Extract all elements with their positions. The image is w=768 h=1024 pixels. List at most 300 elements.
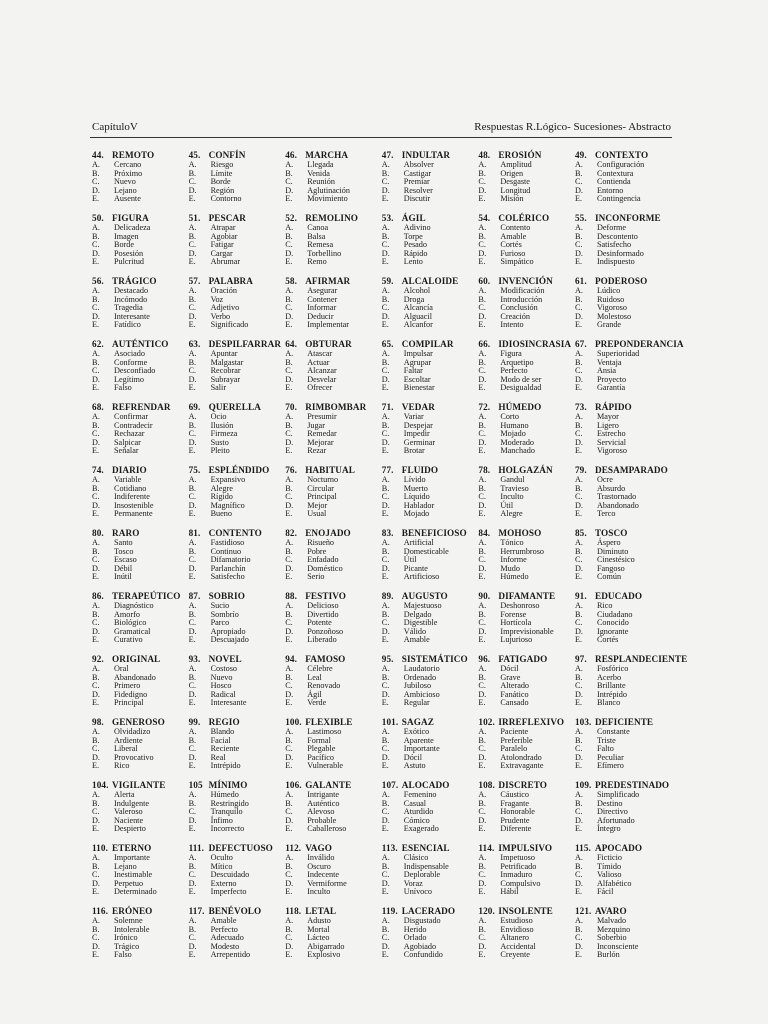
option-row (189, 195, 286, 204)
option-letter: D. (92, 941, 100, 951)
option-letter: D. (92, 311, 100, 321)
option-letter: D. (381, 500, 390, 510)
option-text: Reciente (210, 744, 240, 754)
item-heading (189, 213, 286, 224)
option-letter: A. (478, 286, 487, 295)
option-letter: E. (478, 257, 486, 267)
option-text: Molestoso (596, 311, 632, 321)
option-letter: D. (478, 563, 487, 573)
option-text: Burlón (596, 950, 620, 960)
option-letter: B. (188, 924, 197, 934)
option-text: Continuo (210, 546, 242, 556)
option-row (285, 376, 382, 385)
option-letter: A. (92, 286, 100, 295)
option-text: Incorrecto (210, 824, 245, 834)
option-letter: C. (188, 492, 197, 502)
option-letter: A. (188, 349, 197, 358)
option-text: Difamatorio (210, 555, 251, 565)
option-text: Vigoroso (596, 303, 627, 313)
option-letter: D. (478, 815, 487, 825)
option-letter: E. (188, 509, 196, 519)
exercise-item (575, 528, 672, 591)
option-letter: C. (574, 555, 583, 565)
option-letter: B. (188, 483, 197, 493)
item-number: 63. (188, 339, 201, 349)
option-row (189, 699, 286, 708)
option-letter: C. (381, 555, 390, 565)
item-word: IDIOSINCRASIA (498, 339, 572, 349)
option-row (189, 233, 286, 242)
option-letter: A. (381, 349, 390, 358)
option-letter: C. (478, 744, 486, 754)
option-row (285, 917, 382, 926)
item-number: 81. (188, 528, 201, 538)
option-text: Tranquilo (210, 807, 243, 817)
option-text: Indulgente (114, 798, 150, 808)
option-row (382, 825, 479, 834)
option-row (478, 313, 575, 322)
option-letter: E. (188, 383, 196, 393)
exercise-item (285, 528, 382, 591)
option-text: Hortícola (500, 618, 532, 628)
option-text: Externo (210, 878, 237, 888)
option-text: Hosco (210, 681, 232, 691)
option-letter: A. (478, 601, 487, 610)
option-text: Borde (114, 240, 135, 250)
option-row (189, 476, 286, 485)
option-text: Discutir (403, 194, 431, 204)
option-letter: B. (285, 168, 293, 178)
exercise-item (92, 339, 189, 402)
exercise-item (478, 339, 575, 402)
option-text: Recobrar (210, 366, 241, 376)
option-text: Rechazar (114, 429, 145, 439)
option-letter: A. (478, 790, 487, 799)
option-letter: A. (478, 664, 487, 673)
option-letter: C. (92, 744, 100, 754)
option-row (189, 762, 286, 771)
option-letter: B. (381, 294, 390, 304)
option-row (92, 636, 189, 645)
option-letter: E. (478, 887, 486, 897)
option-letter: D. (285, 437, 294, 447)
option-text: Absurdo (596, 483, 626, 493)
option-letter: A. (478, 223, 487, 232)
option-letter: D. (285, 185, 294, 195)
option-letter: C. (478, 429, 486, 439)
option-text: Amable (500, 231, 527, 241)
item-number: 58. (285, 276, 297, 286)
option-row (478, 493, 575, 502)
item-number: 98. (92, 717, 104, 727)
item-word: INDULTAR (401, 150, 451, 160)
option-text: Ínfimo (210, 815, 233, 825)
option-letter: A. (574, 286, 583, 295)
option-row (382, 888, 479, 897)
option-letter: B. (574, 924, 583, 934)
option-text: Radical (210, 689, 236, 699)
option-text: Alegre (210, 483, 233, 493)
option-text: Renovado (307, 681, 341, 691)
item-word: DESPILFARRAR (208, 339, 282, 349)
option-row (382, 287, 479, 296)
option-row (92, 926, 189, 935)
option-row (92, 602, 189, 611)
option-row (478, 161, 575, 170)
option-row (478, 573, 575, 582)
option-letter: B. (478, 924, 486, 934)
item-word: AUTÉNTICO (112, 339, 169, 349)
option-row (575, 737, 672, 746)
item-word: FATIGADO (498, 654, 548, 664)
option-letter: E. (574, 509, 583, 519)
option-text: Digestible (403, 618, 438, 628)
option-row (478, 699, 575, 708)
option-letter: A. (285, 475, 294, 484)
exercise-item (92, 402, 189, 465)
item-heading (382, 465, 479, 476)
option-text: Lento (403, 257, 423, 267)
option-text: Irónico (114, 933, 138, 943)
option-letter: C. (574, 240, 583, 250)
option-letter: B. (92, 672, 100, 682)
option-letter: A. (188, 475, 197, 484)
item-heading (92, 528, 189, 539)
option-letter: D. (92, 689, 100, 699)
option-text: Malgastar (210, 357, 244, 367)
chapter-header: CapítuloV (92, 121, 138, 133)
item-heading (285, 906, 382, 917)
option-text: Magnífico (210, 500, 245, 510)
exercise-item (285, 654, 382, 717)
option-letter: C. (381, 933, 390, 943)
option-row (189, 321, 286, 330)
option-letter: E. (285, 509, 293, 519)
item-word: REMOLINO (305, 213, 359, 223)
option-text: Mejorar (307, 437, 334, 447)
item-word: BENEFICIOSO (401, 528, 467, 538)
item-word: DIFAMANTE (498, 591, 556, 601)
option-row (285, 888, 382, 897)
option-letter: D. (285, 689, 294, 699)
option-letter: D. (188, 626, 197, 636)
option-letter: D. (574, 815, 583, 825)
item-number: 93. (188, 654, 201, 664)
option-text: Extravagante (500, 761, 544, 771)
option-row (575, 350, 672, 359)
option-text: Enfadado (307, 555, 339, 565)
item-number: 113. (381, 843, 398, 853)
option-letter: A. (92, 664, 100, 673)
option-letter: E. (188, 446, 196, 456)
option-row (285, 493, 382, 502)
option-text: Informar (307, 303, 337, 313)
option-text: Útil (403, 555, 417, 565)
option-text: Imagen (114, 231, 139, 241)
item-word: FIGURA (112, 213, 149, 223)
option-letter: E. (574, 950, 583, 960)
item-word: HABITUAL (305, 465, 355, 475)
option-letter: C. (188, 429, 197, 439)
option-letter: E. (478, 320, 486, 330)
item-number: 91. (574, 591, 587, 601)
exercise-item (382, 465, 479, 528)
option-letter: B. (285, 735, 293, 745)
option-text: Gandul (500, 475, 525, 484)
option-text: Modo de ser (500, 374, 542, 384)
option-letter: B. (188, 861, 197, 871)
option-letter: B. (381, 735, 390, 745)
option-row (189, 825, 286, 834)
option-text: Principal (307, 492, 337, 502)
option-text: Amable (210, 916, 237, 925)
option-row (575, 628, 672, 637)
item-number: 60. (478, 276, 491, 286)
item-word: LACERADO (401, 906, 456, 916)
item-word: DIARIO (112, 465, 147, 475)
item-number: 72. (478, 402, 491, 412)
exercise-item (189, 843, 286, 906)
exercise-item (575, 213, 672, 276)
option-text: Agobiado (403, 941, 437, 951)
option-text: Fosfórico (596, 664, 629, 673)
option-text: Deplorable (403, 870, 441, 880)
exercise-item (92, 150, 189, 213)
option-row (92, 854, 189, 863)
option-row (382, 241, 479, 250)
option-text: Húmedo (500, 572, 529, 582)
option-letter: B. (381, 231, 390, 241)
option-row (92, 888, 189, 897)
option-letter: A. (188, 538, 197, 547)
item-word: ENOJADO (305, 528, 351, 538)
option-letter: D. (92, 374, 100, 384)
option-text: Artificial (403, 538, 434, 547)
option-letter: A. (92, 475, 100, 484)
option-text: Ofrecer (307, 383, 333, 393)
option-letter: D. (478, 185, 487, 195)
option-text: Tragedia (114, 303, 143, 313)
item-number: 101. (381, 717, 399, 727)
option-text: Desinformado (596, 248, 644, 258)
option-text: Firmeza (210, 429, 238, 439)
item-heading (92, 780, 189, 791)
option-row (478, 241, 575, 250)
exercise-item (478, 276, 575, 339)
option-letter: B. (188, 735, 197, 745)
option-text: Trastornado (596, 492, 637, 502)
option-text: Majestuoso (403, 601, 442, 610)
option-text: Dócil (403, 752, 422, 762)
exercise-item (382, 213, 479, 276)
option-letter: E. (188, 320, 196, 330)
option-text: Premiar (403, 177, 430, 187)
option-text: Inestimable (114, 870, 153, 880)
option-text: Usual (307, 509, 327, 519)
option-row (92, 934, 189, 943)
option-text: Mejor (307, 500, 328, 510)
option-letter: D. (381, 374, 390, 384)
item-number: 57. (188, 276, 201, 286)
option-text: Alterado (500, 681, 530, 691)
option-letter: E. (92, 698, 100, 708)
option-letter: B. (478, 798, 486, 808)
option-row (189, 439, 286, 448)
item-number: 48. (478, 150, 491, 160)
item-word: REFRENDAR (112, 402, 171, 412)
exercise-item (285, 717, 382, 780)
option-row (285, 439, 382, 448)
item-word: RESPLANDECIENTE (594, 654, 688, 664)
option-text: Castigar (403, 168, 432, 178)
option-letter: D. (478, 311, 487, 321)
option-text: Proyecto (596, 374, 627, 384)
exercise-item (574, 654, 688, 717)
option-text: Preferible (500, 735, 533, 745)
option-text: Cinestésico (596, 555, 635, 565)
option-letter: C. (574, 303, 583, 313)
option-text: Simpático (500, 257, 534, 267)
option-letter: C. (381, 618, 390, 628)
item-number: 86. (92, 591, 104, 601)
option-text: Afortunado (596, 815, 635, 825)
option-row (382, 628, 479, 637)
item-number: 112. (285, 843, 302, 853)
option-text: Germinar (403, 437, 436, 447)
option-row (478, 485, 575, 494)
option-letter: B. (285, 546, 293, 556)
option-letter: B. (285, 924, 293, 934)
option-text: Atolondrado (500, 752, 542, 762)
exercise-item (92, 465, 189, 528)
option-row (478, 556, 575, 565)
option-row (478, 187, 575, 196)
option-text: Contorno (210, 194, 242, 204)
option-row (575, 665, 672, 674)
option-text: Lujurioso (500, 635, 533, 645)
item-heading (575, 276, 672, 287)
item-number: 115. (574, 843, 591, 853)
option-letter: D. (478, 878, 487, 888)
option-letter: A. (478, 727, 487, 736)
exercise-item (575, 906, 672, 969)
option-letter: C. (285, 555, 293, 565)
option-row (285, 636, 382, 645)
item-word: AUGUSTO (401, 591, 448, 601)
option-text: Entorno (596, 185, 624, 195)
item-word: IRREFLEXIVO (498, 717, 565, 727)
item-number: 87. (188, 591, 201, 601)
exercise-item (92, 780, 189, 843)
option-text: Auténtico (307, 798, 340, 808)
option-row (189, 682, 286, 691)
option-letter: B. (188, 798, 197, 808)
option-letter: C. (381, 177, 390, 187)
option-letter: C. (92, 303, 100, 313)
exercise-item (382, 591, 479, 654)
option-letter: B. (285, 357, 293, 367)
option-letter: B. (381, 861, 390, 871)
exercise-item (575, 591, 672, 654)
item-word: PREDESTINADO (594, 780, 670, 790)
option-letter: A. (92, 727, 100, 736)
option-row (285, 224, 382, 233)
option-letter: B. (381, 672, 390, 682)
option-row (575, 359, 672, 368)
option-letter: C. (478, 618, 486, 628)
option-text: Señalar (114, 446, 139, 456)
option-text: Rico (596, 601, 613, 610)
option-letter: C. (285, 933, 293, 943)
option-text: Furioso (500, 248, 526, 258)
exercise-item (478, 150, 575, 213)
exercise-item (382, 150, 479, 213)
option-row (382, 258, 479, 267)
option-text: Alcanzar (307, 366, 337, 376)
option-text: Doméstico (307, 563, 343, 573)
option-row (478, 233, 575, 242)
option-text: Alevoso (307, 807, 335, 817)
exercise-item (478, 654, 575, 717)
option-letter: A. (381, 160, 390, 169)
option-letter: B. (574, 168, 583, 178)
item-number: 65. (381, 339, 394, 349)
option-letter: A. (285, 727, 294, 736)
option-letter: D. (285, 878, 294, 888)
option-letter: D. (574, 878, 583, 888)
option-letter: A. (478, 916, 487, 925)
option-text: Fatídico (114, 320, 141, 330)
option-letter: A. (381, 853, 390, 862)
option-text: Astuto (403, 761, 426, 771)
option-text: Interesante (210, 698, 247, 708)
exercise-item (575, 465, 672, 528)
option-text: Perpetuo (114, 878, 144, 888)
option-text: Borde (210, 177, 231, 187)
exercise-item (382, 717, 479, 780)
option-letter: E. (574, 635, 583, 645)
option-letter: D. (188, 437, 197, 447)
item-heading (478, 528, 575, 539)
option-text: Interesante (114, 311, 150, 321)
option-letter: D. (285, 815, 294, 825)
item-word: ESPLÉNDIDO (208, 465, 270, 475)
option-text: Biológico (114, 618, 147, 628)
option-text: Muerto (403, 483, 428, 493)
option-letter: C. (478, 807, 486, 817)
item-number: 103. (574, 717, 592, 727)
option-letter: E. (574, 194, 583, 204)
option-text: Íntegro (596, 824, 621, 834)
option-text: Droga (403, 294, 425, 304)
option-text: Tosco (114, 546, 134, 556)
option-row (285, 384, 382, 393)
item-word: HÚMEDO (498, 402, 542, 412)
option-row (382, 548, 479, 557)
item-number: 97. (574, 654, 587, 664)
option-row (189, 170, 286, 179)
exercise-item (285, 843, 382, 906)
option-text: Primero (114, 681, 141, 691)
option-text: Torpe (403, 231, 423, 241)
option-letter: B. (478, 357, 486, 367)
exercise-item (478, 213, 575, 276)
option-letter: B. (478, 420, 486, 430)
option-letter: C. (285, 681, 293, 691)
option-row (189, 745, 286, 754)
option-letter: A. (574, 160, 583, 169)
option-text: Expansivo (210, 475, 246, 484)
